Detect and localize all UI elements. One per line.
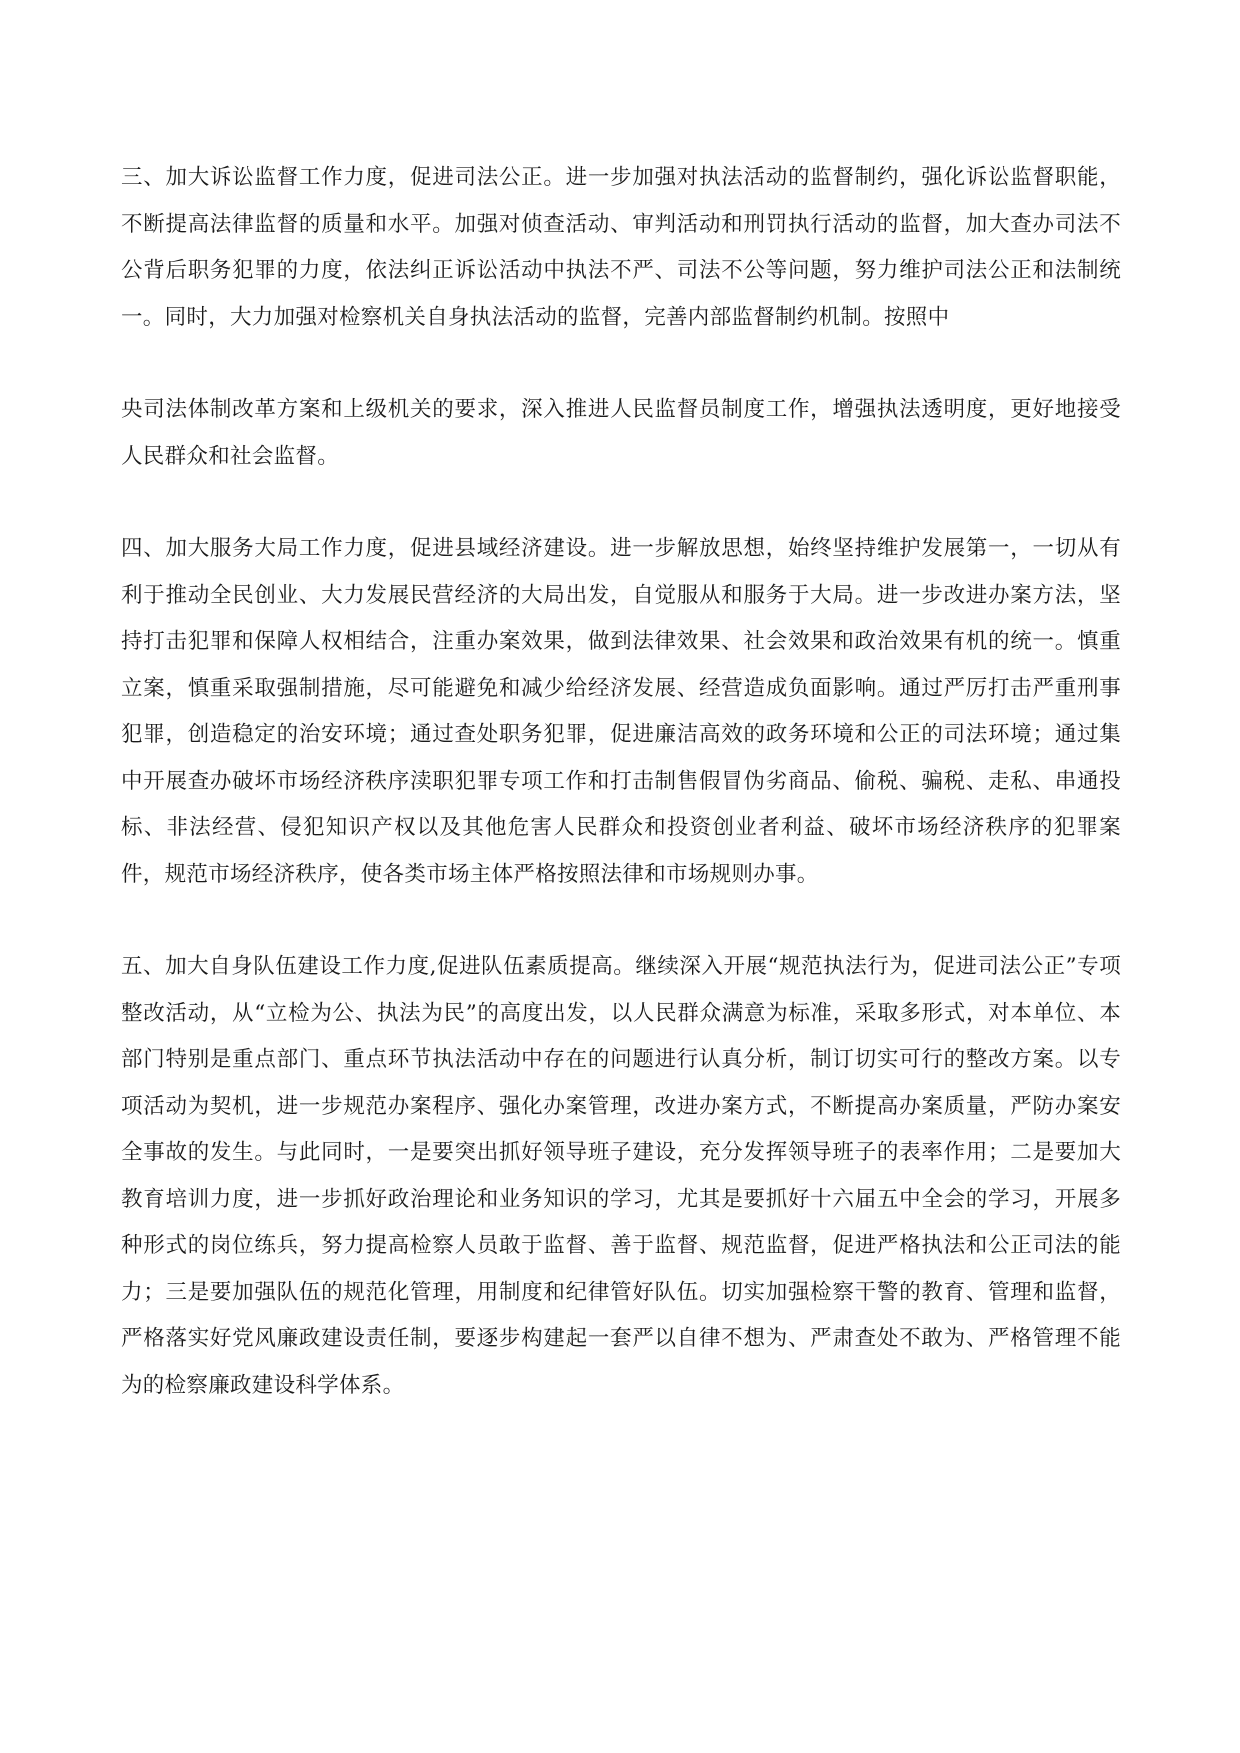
document-body — [121, 155, 1121, 1409]
paragraph-section-5: 五、加大自身队伍建设工作力度,促进队伍素质提高。继续深入开展“规范执法行为，促进司法公正”专项整改活动，从“立检为公、执法为民”的高度出发，以人民群众满意为标准，采取多形式，对本单位、本部门特别是重点部门、重点环节执法活动中存在的问题进行认真分析，制订切实可行的整改方案。以专项活动为契机，进一步规范办案程序、强化办案管理，改进办案方式，不断提高办案质量，严防办案安全事故的发生。与此同时，一是要突出抓好领导班子建设，充分发挥领导班子的表率作用；二是要加大教育培训力度，进一步抓好政治理论和业务知识的学习，尤其是要抓好十六届五中全会的学习，开展多种形式的岗位练兵，努力提高检察人员敢于监督、善于监督、规范监督，促进严格执法和公正司法的能力；三是要加强队伍的规范化管理，用制度和纪律管好队伍。切实加强检察干警的教育、管理和监督，严格落实好党风廉政建设责任制，要逐步构建起一套严以自律不想为、严肃查处不敢为、严格管理不能为的检察廉政建设科学体系。 — [121, 954, 1121, 1398]
paragraph-section-4: 四、加大服务大局工作力度，促进县域经济建设。进一步解放思想，始终坚持维护发展第一，一切从有利于推动全民创业、大力发展民营经济的大局出发，自觉服从和服务于大局。进一步改进办案方法，坚持打击犯罪和保障人权相结合，注重办案效果，做到法律效果、社会效果和政治效果有机的统一。慎重立案，慎重采取强制措施，尽可能避免和减少给经济发展、经营造成负面影响。通过严厉打击严重刑事犯罪，创造稳定的治安环境；通过查处职务犯罪，促进廉洁高效的政务环境和公正的司法环境；通过集中开展查办破坏市场经济秩序渎职犯罪专项工作和打击制售假冒伪劣商品、偷税、骗税、走私、串通投标、非法经营、侵犯知识产权以及其他危害人民群众和投资创业者利益、破坏市场经济秩序的犯罪案件，规范市场经济秩序，使各类市场主体严格按照法律和市场规则办事。 — [121, 536, 1121, 887]
paragraph-section-3-continued: 央司法体制改革方案和上级机关的要求，深入推进人民监督员制度工作，增强执法透明度，更好地接受人民群众和社会监督。 — [121, 397, 1121, 469]
paragraph-section-3: 三、加大诉讼监督工作力度，促进司法公正。进一步加强对执法活动的监督制约，强化诉讼监督职能，不断提高法律监督的质量和水平。加强对侦查活动、审判活动和刑罚执行活动的监督，加大查办司法不公背后职务犯罪的力度，依法纠正诉讼活动中执法不严、司法不公等问题，努力维护司法公正和法制统一。同时，大力加强对检察机关自身执法活动的监督，完善内部监督制约机制。按照中 — [121, 165, 1121, 330]
